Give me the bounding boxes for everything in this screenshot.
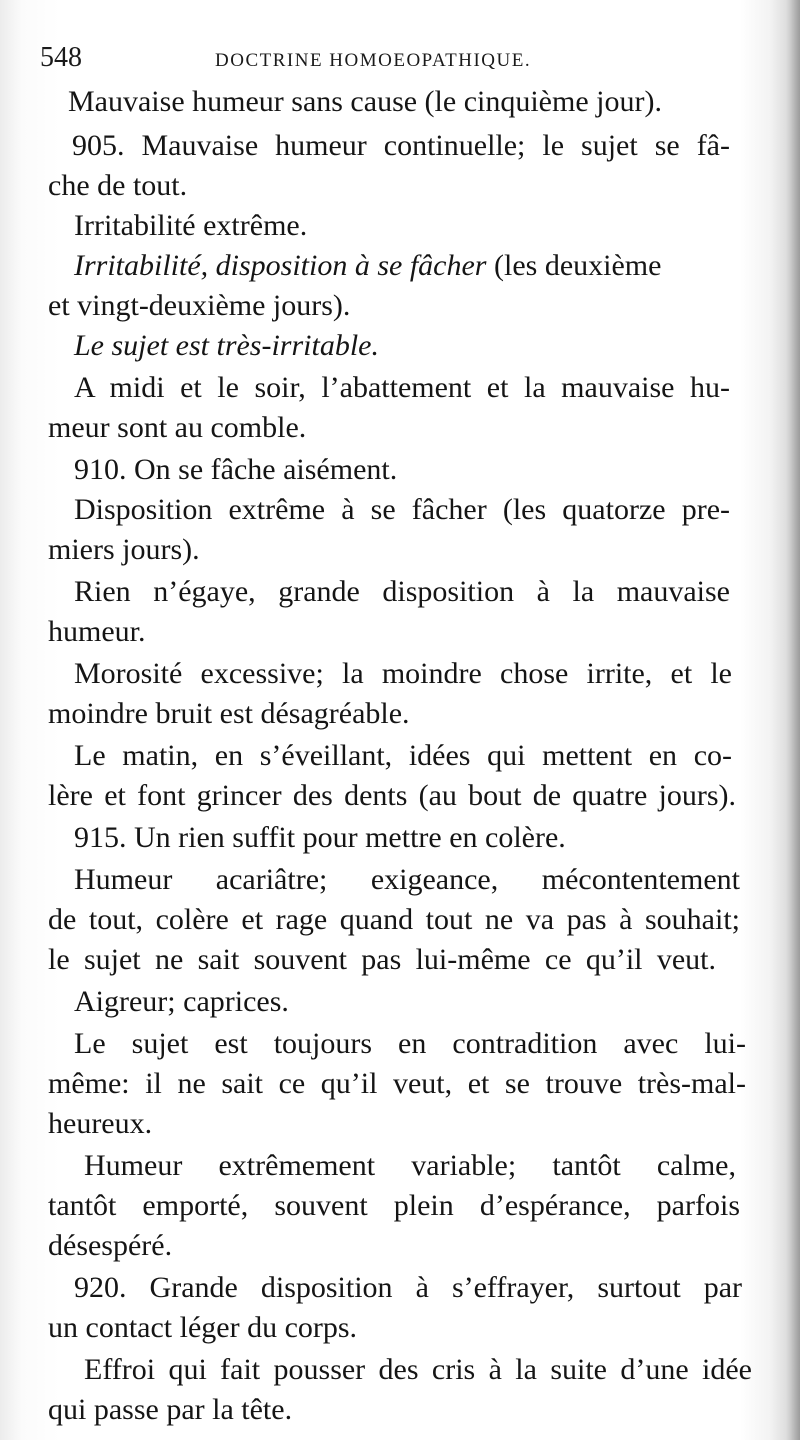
text-line: tantôt emporté, souvent plein d’espérance, parfois xyxy=(48,1189,740,1222)
text-line: meur sont au comble. xyxy=(48,411,307,444)
text-line: Le sujet est très-irritable. xyxy=(74,329,379,362)
text-line: Humeur acariâtre; exigeance, mécontentement xyxy=(74,863,740,896)
text-line: et vingt-deuxième jours). xyxy=(48,289,351,322)
text-line: 920. Grande disposition à s’effrayer, surtout par xyxy=(74,1271,742,1304)
text-line: Morosité excessive; la moindre chose irrite, et le xyxy=(74,657,732,690)
text-line: qui passe par la tête. xyxy=(48,1393,293,1426)
text-line: lère et font grincer des dents (au bout de quatre jours). xyxy=(48,779,736,812)
text-line: Mauvaise humeur sans cause (le cinquième jour). xyxy=(68,85,662,118)
text-line: le sujet ne sait souvent pas lui-même ce qu’il veut. xyxy=(48,943,716,976)
text-line: humeur. xyxy=(48,615,146,648)
text-line: même: il ne sait ce qu’il veut, et se trouve très-mal- xyxy=(48,1067,746,1100)
text-line: 915. Un rien suffit pour mettre en colère. xyxy=(74,821,566,854)
text-line: Effroi qui fait pousser des cris à la suite d’une idée xyxy=(84,1353,752,1386)
text-line: Le sujet est toujours en contradition avec lui- xyxy=(74,1027,746,1060)
text-line: che de tout. xyxy=(48,169,188,202)
page-number: 548 xyxy=(40,42,82,73)
text-line: désespéré. xyxy=(48,1229,173,1262)
text-line: Humeur extrêmement variable; tantôt calme, xyxy=(84,1149,736,1182)
text-line: miers jours). xyxy=(48,533,200,566)
text-line: 905. Mauvaise humeur continuelle; le sujet se fâ- xyxy=(72,129,730,162)
text-line: Irritabilité extrême. xyxy=(74,209,308,242)
running-title: DOCTRINE HOMOEOPATHIQUE. xyxy=(215,50,532,71)
text-line: A midi et le soir, l’abattement et la mauvaise hu- xyxy=(74,371,730,404)
text-line: Rien n’égaye, grande disposition à la mauvaise xyxy=(74,575,730,608)
text-line: moindre bruit est désagréable. xyxy=(48,697,410,730)
text-line xyxy=(74,248,661,284)
text-line: un contact léger du corps. xyxy=(48,1311,358,1344)
text-line: Le matin, en s’éveillant, idées qui mettent en co- xyxy=(74,739,732,772)
text-line: 910. On se fâche aisément. xyxy=(74,453,398,486)
text-line: Aigreur; caprices. xyxy=(74,985,289,1018)
text-line: de tout, colère et rage quand tout ne va pas à souhait; xyxy=(48,903,740,936)
page-edge-shadow xyxy=(786,0,800,1440)
text-line: Disposition extrême à se fâcher (les quatorze pre- xyxy=(74,493,730,526)
italic-phrase: Irritabilité, disposition à se fâcher xyxy=(74,249,487,282)
text-fragment: (les deuxième xyxy=(486,249,662,282)
text-line: heureux. xyxy=(48,1107,153,1140)
page-header xyxy=(40,42,760,82)
